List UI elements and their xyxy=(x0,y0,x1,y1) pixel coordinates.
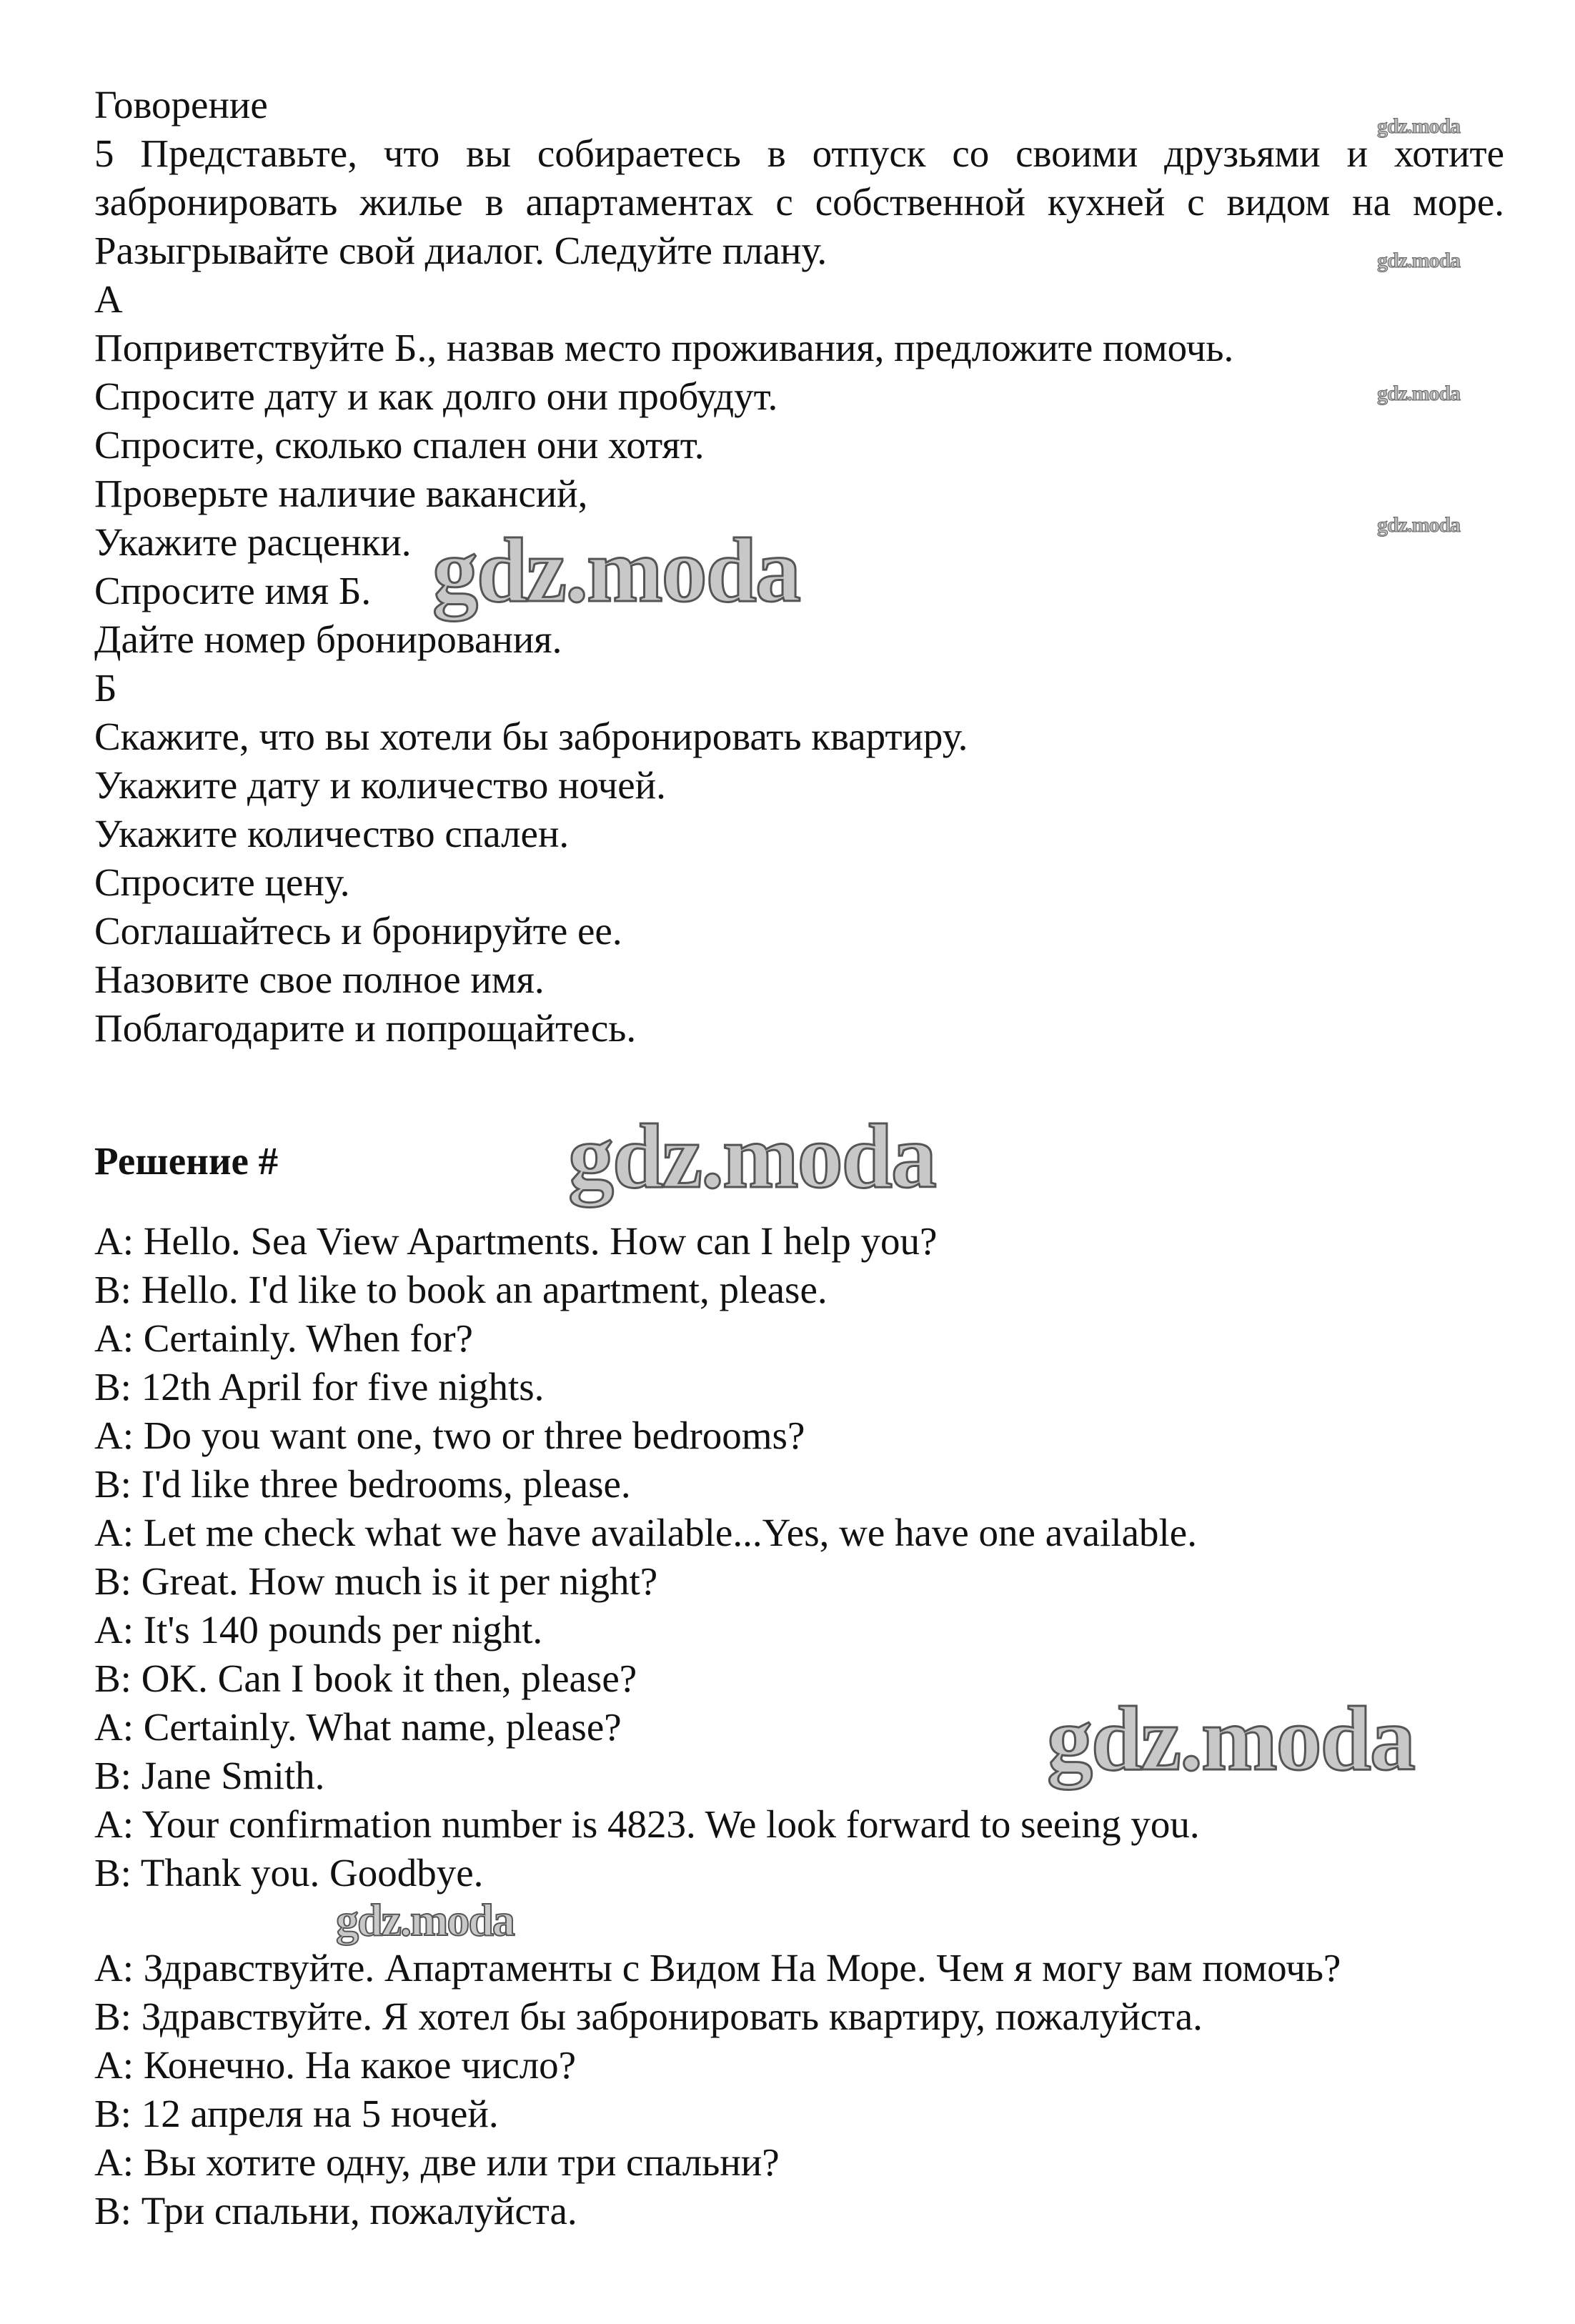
watermark-small: gdz.moda xyxy=(1377,249,1461,272)
task-intro-line: 5 Представьте, что вы собираетесь в отпуск со своими друзьями и хотите xyxy=(94,131,1504,175)
section-heading: Говорение xyxy=(94,83,268,126)
role-b-instruction: Спросите цену. xyxy=(94,860,350,904)
role-b-instruction: Укажите дату и количество ночей. xyxy=(94,763,666,807)
dialogue-line-english: A: It's 140 pounds per night. xyxy=(94,1608,543,1652)
watermark-large: gdz.moda xyxy=(1047,1688,1414,1789)
task-intro-line: забронировать жилье в апартаментах с собственной кухней с видом на море. xyxy=(94,180,1504,224)
watermark-small: gdz.moda xyxy=(1377,513,1461,537)
dialogue-line-russian: А: Вы хотите одну, две или три спальни? xyxy=(94,2140,780,2184)
watermark-large: gdz.moda xyxy=(568,1106,935,1207)
role-a-instruction: Поприветствуйте Б., назвав место проживания, предложите помочь. xyxy=(94,326,1234,369)
watermark-small: gdz.moda xyxy=(1377,382,1461,405)
watermark-small: gdz.moda xyxy=(1377,114,1461,138)
dialogue-line-english: B: 12th April for five nights. xyxy=(94,1365,545,1409)
dialogue-line-english: A: Hello. Sea View Apartments. How can I help you? xyxy=(94,1219,938,1263)
role-a-instruction: Дайте номер бронирования. xyxy=(94,617,562,661)
role-a-instruction: Проверьте наличие вакансий, xyxy=(94,472,588,515)
dialogue-line-english: A: Let me check what we have available...Yes, we have one available. xyxy=(94,1511,1197,1554)
role-b-instruction: Укажите количество спален. xyxy=(94,812,570,855)
dialogue-line-english: B: Jane Smith. xyxy=(94,1754,325,1797)
dialogue-line-russian: В: 12 апреля на 5 ночей. xyxy=(94,2092,499,2135)
role-b-instruction: Поблагодарите и попрощайтесь. xyxy=(94,1006,637,1050)
dialogue-line-english: B: Thank you. Goodbye. xyxy=(94,1851,484,1895)
dialogue-line-english: A: Do you want one, two or three bedrooms? xyxy=(94,1414,805,1457)
dialogue-line-english: B: Great. How much is it per night? xyxy=(94,1559,658,1603)
dialogue-line-russian: В: Три спальни, пожалуйста. xyxy=(94,2189,577,2233)
role-a-label: А xyxy=(94,277,123,321)
role-b-instruction: Назовите свое полное имя. xyxy=(94,958,545,1001)
dialogue-line-english: A: Your confirmation number is 4823. We look forward to seeing you. xyxy=(94,1802,1200,1846)
dialogue-line-english: B: I'd like three bedrooms, please. xyxy=(94,1462,631,1506)
dialogue-line-russian: А: Здравствуйте. Апартаменты с Видом На Море. Чем я могу вам помочь? xyxy=(94,1946,1341,1990)
russian-translation-section xyxy=(94,1944,1504,2235)
watermark-medium: gdz.moda xyxy=(336,1895,514,1945)
role-b-instruction: Скажите, что вы хотели бы забронировать квартиру. xyxy=(94,715,968,758)
watermark-large: gdz.moda xyxy=(432,520,800,621)
solution-heading: Решение # xyxy=(94,1139,279,1183)
dialogue-line-english: A: Certainly. When for? xyxy=(94,1316,473,1360)
dialogue-line-english: A: Certainly. What name, please? xyxy=(94,1705,622,1749)
dialogue-line-english: B: OK. Can I book it then, please? xyxy=(94,1657,637,1700)
dialogue-line-russian: А: Конечно. На какое число? xyxy=(94,2043,577,2087)
role-b-instruction: Соглашайтесь и бронируйте ее. xyxy=(94,909,622,953)
role-a-instruction: Укажите расценки. xyxy=(94,520,412,564)
role-a-instruction: Спросите, сколько спален они хотят. xyxy=(94,423,705,467)
role-b-label: Б xyxy=(94,666,117,710)
dialogue-line-russian: В: Здравствуйте. Я хотел бы забронировать квартиру, пожалуйста. xyxy=(94,1995,1203,2038)
dialogue-line-english: B: Hello. I'd like to book an apartment, please. xyxy=(94,1268,828,1311)
role-a-instruction: Спросите имя Б. xyxy=(94,569,372,612)
role-a-instruction: Спросите дату и как долго они пробудут. xyxy=(94,374,778,418)
task-intro-line: Разыгрывайте свой диалог. Следуйте плану. xyxy=(94,229,828,272)
